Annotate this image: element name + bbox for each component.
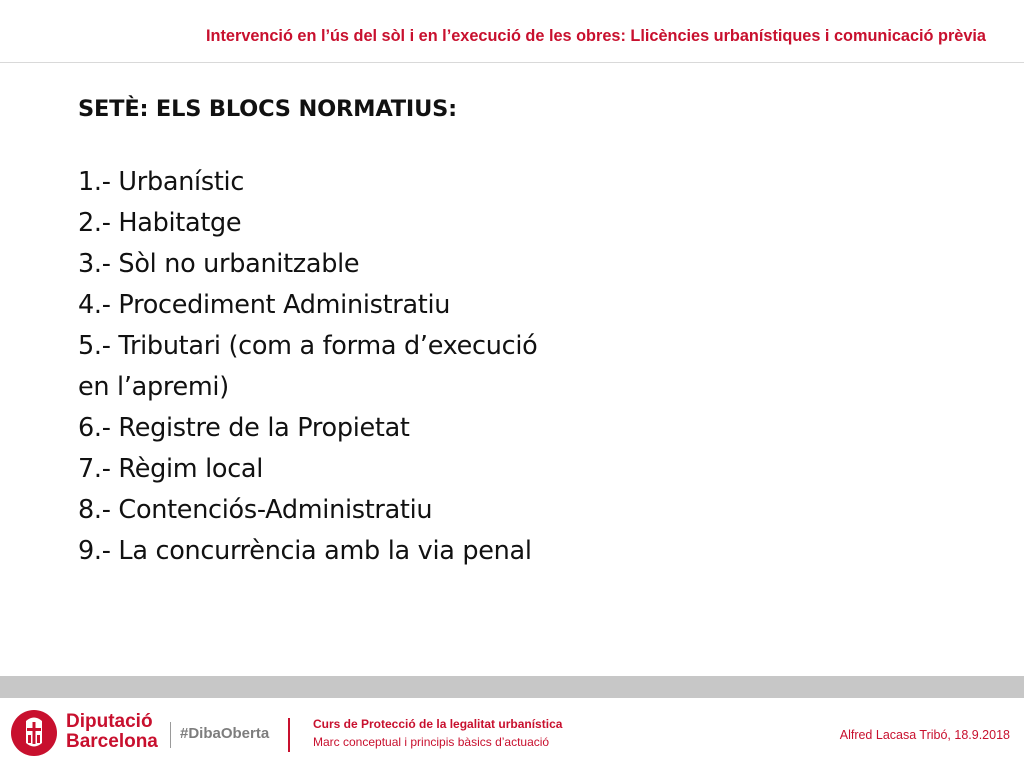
normative-blocks-list	[78, 162, 978, 572]
footer-red-divider	[288, 718, 290, 752]
list-item: 1.- Urbanístic	[78, 167, 245, 197]
footer-gray-band	[0, 676, 1024, 698]
list-item: 5.- Tributari (com a forma d’execució	[78, 331, 538, 361]
slide-footer	[0, 698, 1024, 768]
slide-header	[0, 0, 1024, 63]
brand-logo-text	[66, 712, 158, 752]
list-item: 4.- Procediment Administratiu	[78, 290, 451, 320]
diputacio-emblem-icon	[10, 709, 58, 757]
list-item: 7.- Règim local	[78, 454, 264, 484]
slide-content	[78, 96, 978, 572]
header-title: Intervenció en l’ús del sòl i en l’execució de les obres: Llicències urbanístiques i comunicació prèvia	[206, 27, 986, 45]
course-subtitle: Marc conceptual i principis bàsics d’actuació	[313, 735, 550, 749]
logo-line-1: Diputació	[66, 711, 153, 732]
footer-divider	[170, 722, 171, 748]
logo-line-2: Barcelona	[66, 731, 158, 752]
author-date: Alfred Lacasa Tribó, 18.9.2018	[839, 728, 1010, 742]
section-title: SETÈ: ELS BLOCS NORMATIUS:	[78, 96, 457, 122]
course-title: Curs de Protecció de la legalitat urbanística	[313, 717, 563, 731]
list-item: 9.- La concurrència amb la via penal	[78, 536, 532, 566]
list-item: 2.- Habitatge	[78, 208, 242, 238]
list-item: 3.- Sòl no urbanitzable	[78, 249, 360, 279]
list-item: 6.- Registre de la Propietat	[78, 413, 410, 443]
list-item: en l’apremi)	[78, 372, 229, 402]
list-item: 8.- Contenciós-Administratiu	[78, 495, 433, 525]
hashtag-label: #DibaOberta	[180, 725, 270, 742]
course-info	[313, 715, 562, 751]
